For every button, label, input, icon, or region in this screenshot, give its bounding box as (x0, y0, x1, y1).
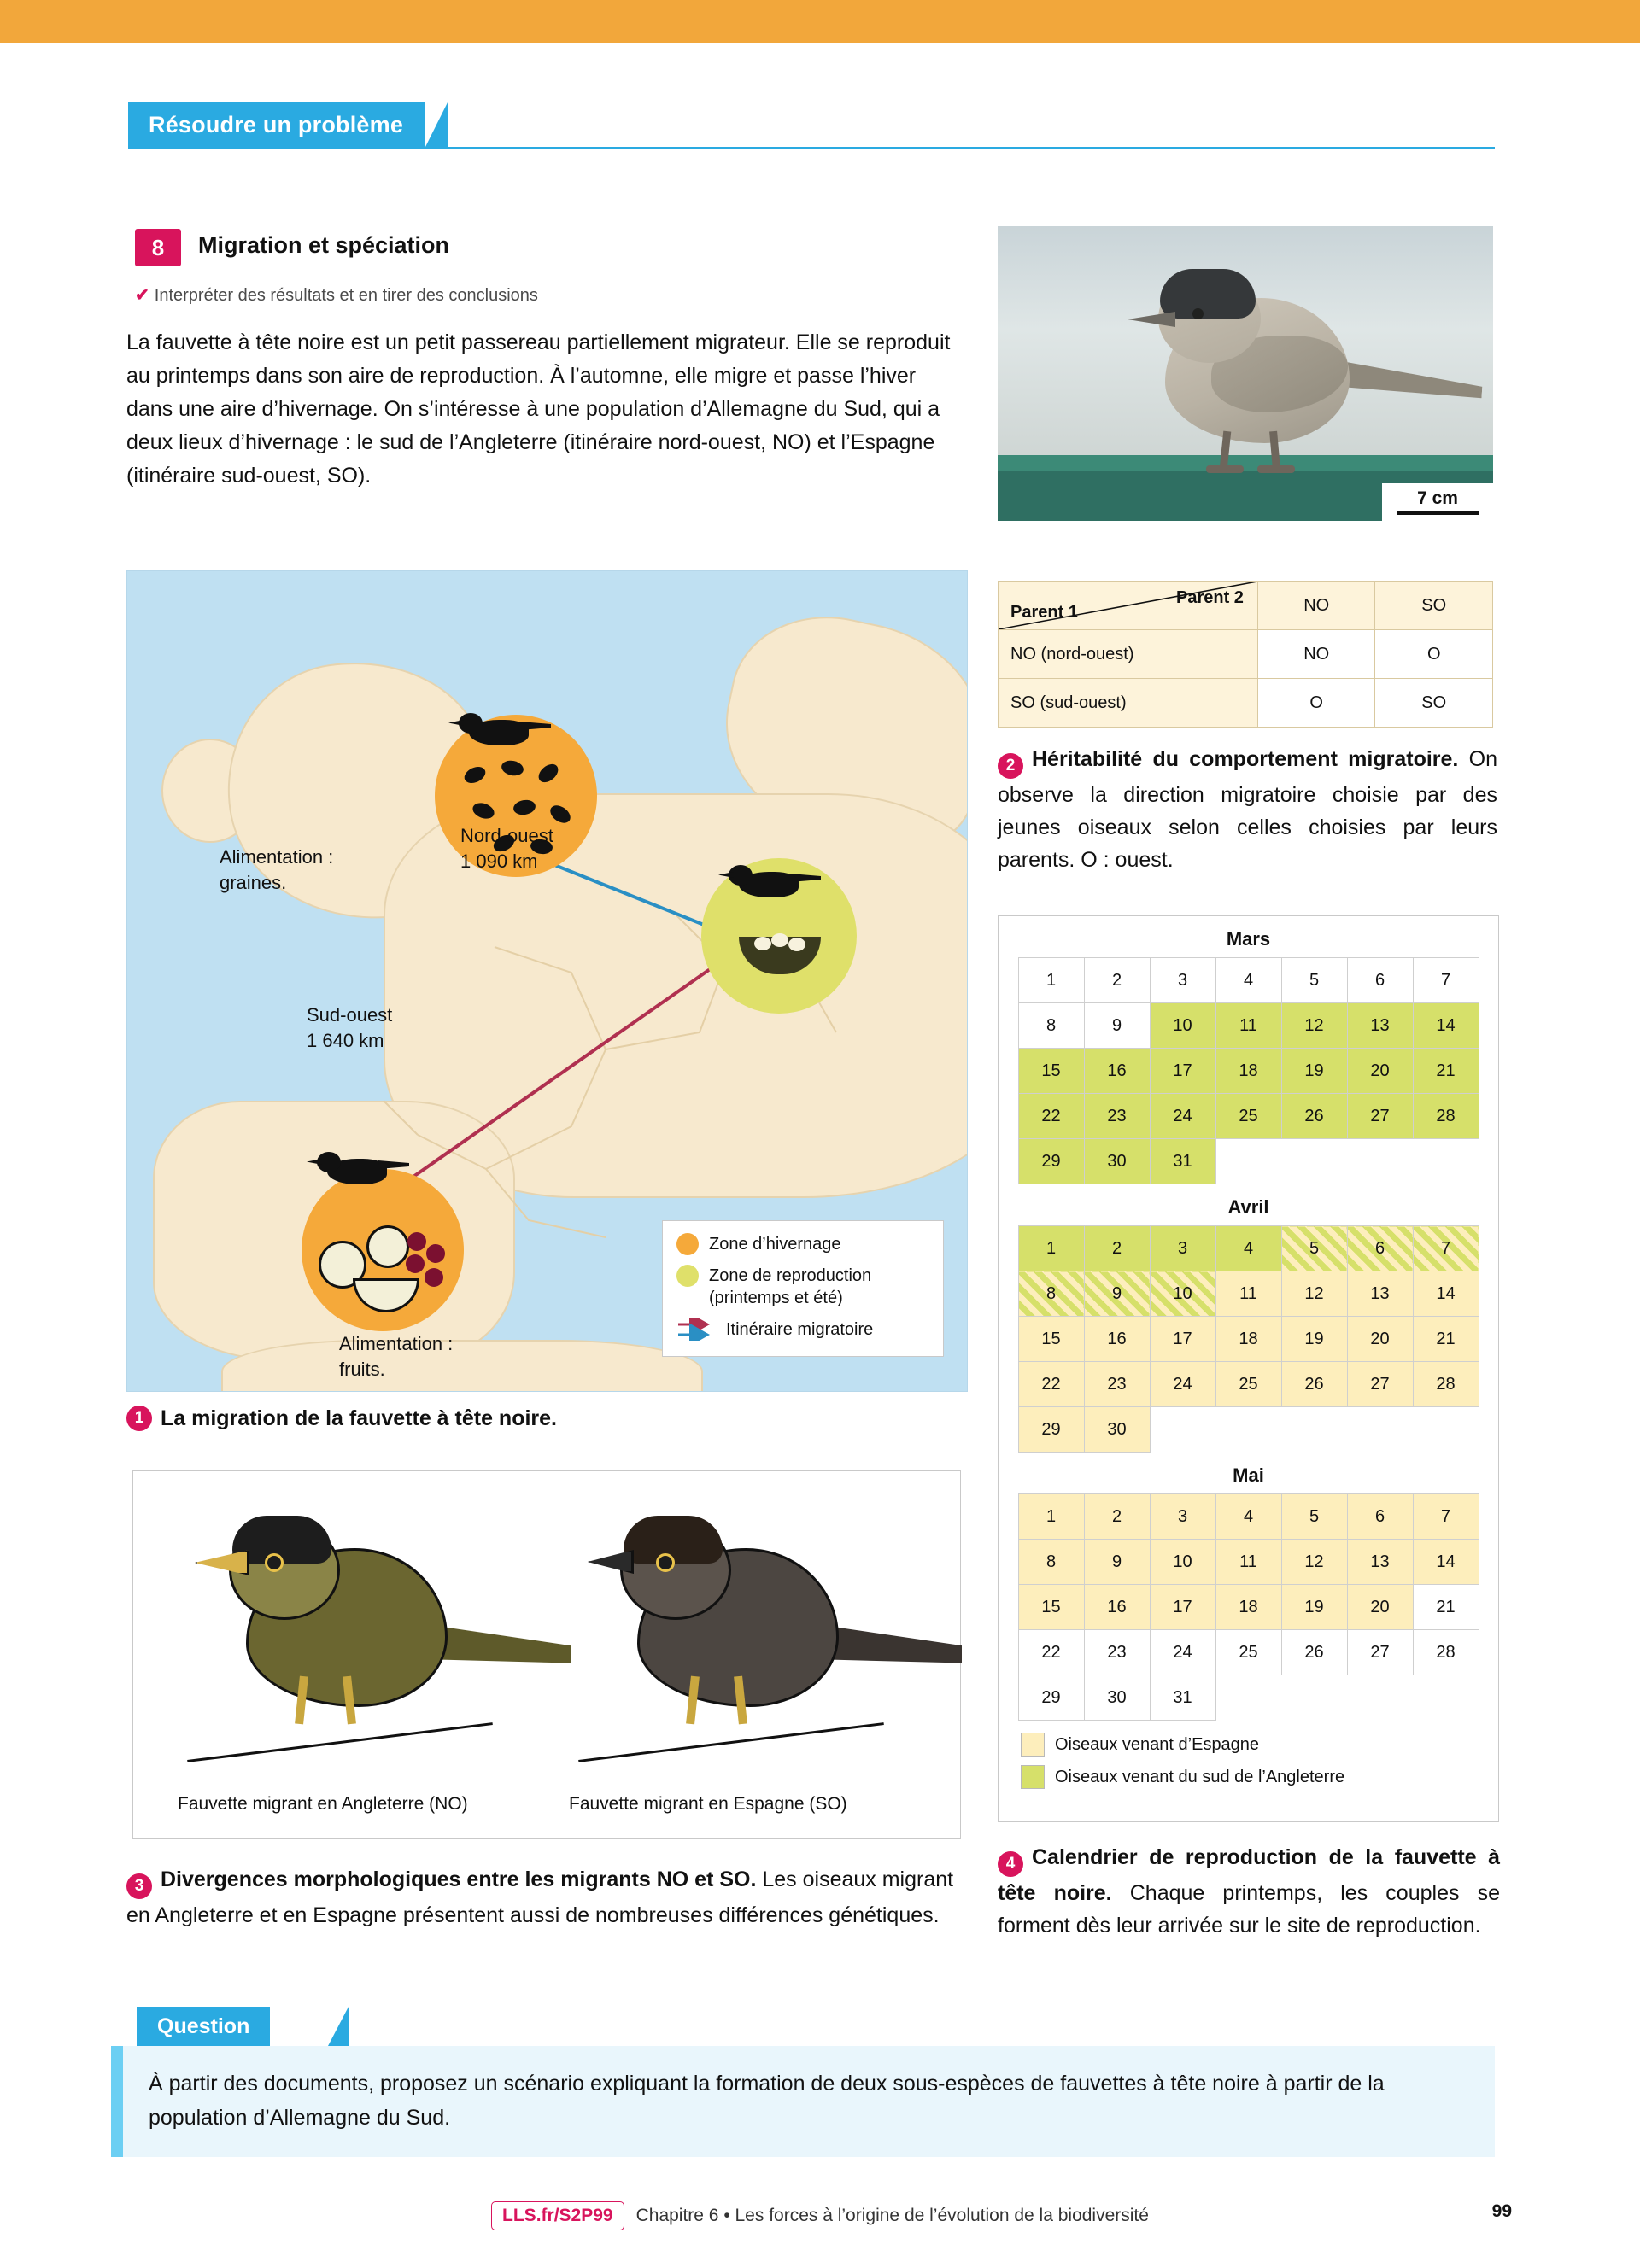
figure4-caption (998, 1841, 1500, 1942)
calendar-day-cell: 22 (1018, 1362, 1084, 1407)
calendar-week-row (1018, 1226, 1479, 1271)
calendar-day-cell: 26 (1281, 1362, 1347, 1407)
heritability-table (998, 581, 1493, 728)
figure3-caption-rest: Les oiseaux migrant en Angleterre et en Espagne présentent aussi de nombreuses différences génétiques. (126, 1868, 954, 1927)
calendar-day-cell: 2 (1084, 958, 1150, 1003)
calendar-week-row (1018, 1139, 1479, 1184)
figure3-caption-bold: Divergences morphologiques entre les migrants NO et SO. (161, 1868, 757, 1891)
berry-icon (426, 1244, 445, 1263)
calendar-day-cell (1215, 1407, 1281, 1453)
calendar-day-cell: 13 (1347, 1271, 1413, 1317)
calendar-day-cell: 25 (1215, 1630, 1281, 1675)
calendar-day-cell: 28 (1413, 1094, 1479, 1139)
photo-bird-blackcap (1160, 269, 1256, 319)
eggs-icon (754, 933, 805, 952)
calendar-day-cell: 11 (1215, 1271, 1281, 1317)
calendar-day-cell: 27 (1347, 1630, 1413, 1675)
calendar-day-cell: 6 (1347, 958, 1413, 1003)
bird-spain-beak (588, 1550, 634, 1574)
calendar-day-cell: 29 (1018, 1407, 1084, 1453)
calendar-day-cell: 23 (1084, 1630, 1150, 1675)
calendar-day-cell: 9 (1084, 1271, 1150, 1317)
calendar-day-cell: 26 (1281, 1630, 1347, 1675)
calendar-day-cell: 16 (1084, 1317, 1150, 1362)
calendar-day-cell: 31 (1150, 1139, 1215, 1184)
bird-uk-beak (195, 1550, 249, 1575)
calendar-day-cell: 5 (1281, 1226, 1347, 1271)
section-banner (128, 102, 1495, 147)
calendar-day-cell: 31 (1150, 1675, 1215, 1721)
calendar-week-row (1018, 1407, 1479, 1453)
calendar-month-title: Mai (1233, 1464, 1264, 1486)
map-label-food-seeds: Alimentation : graines. (220, 846, 334, 893)
calendar-day-cell: 29 (1018, 1139, 1084, 1184)
calendar-week-row (1018, 1494, 1479, 1540)
calendar-day-cell: 3 (1150, 1226, 1215, 1271)
map-reproduction-zone (701, 858, 857, 1014)
legend-item-wintering (676, 1233, 929, 1255)
table-row-label-so: SO (sud-ouest) (999, 679, 1258, 728)
bird-uk-label: Fauvette migrant en Angleterre (NO) (178, 1794, 468, 1814)
reproduction-calendar-panel (998, 915, 1499, 1822)
calendar-day-cell: 11 (1215, 1540, 1281, 1585)
map-bird-icon-uk (457, 710, 551, 757)
photo-perch-highlight (998, 455, 1493, 471)
calendar-day-cell: 17 (1150, 1049, 1215, 1094)
calendar-day-cell: 8 (1018, 1540, 1084, 1585)
calendar-week-row (1018, 1049, 1479, 1094)
calendar-day-cell: 13 (1347, 1540, 1413, 1585)
section-banner-tab (128, 102, 425, 147)
calendar-day-cell: 21 (1413, 1585, 1479, 1630)
table-cell-so-no: O (1257, 679, 1375, 728)
question-tab-label: Question (157, 2014, 250, 2038)
bird-spain-label: Fauvette migrant en Espagne (SO) (569, 1794, 847, 1814)
calendar-day-cell (1347, 1675, 1413, 1721)
calendar-day-cell: 7 (1413, 1494, 1479, 1540)
legend-label-route: Itinéraire migratoire (726, 1320, 874, 1339)
bird-spain-blackcap (624, 1516, 723, 1564)
exercise-intro-text: La fauvette à tête noire est un petit passereau partiellement migrateur. Elle se reproduit au printemps dans son aire de reproduction. À l’automne, elle migre et passe l’hiver dans une aire d’hivernage. On s’intéresse à une population d’Allemagne du Sud, qui a deux lieux d’hivernage : le sud de l’Angleterre (itinéraire nord-ouest, NO) et l’Espagne (itinéraire sud-ouest, SO). (126, 330, 951, 488)
calendar-day-cell: 11 (1215, 1003, 1281, 1049)
calendar-day-cell: 10 (1150, 1003, 1215, 1049)
calendar-day-cell: 2 (1084, 1226, 1150, 1271)
blackcap-photo (998, 226, 1493, 521)
calendar-day-cell (1281, 1139, 1347, 1184)
banner-arrow-shape (425, 102, 448, 147)
calendar-day-cell (1413, 1139, 1479, 1184)
calendar-host (999, 928, 1498, 1721)
calendar-week-row (1018, 1003, 1479, 1049)
calendar-day-cell: 23 (1084, 1362, 1150, 1407)
calendar-week-row (1018, 1540, 1479, 1585)
table-col-no: NO (1257, 582, 1375, 630)
calendar-week-row (1018, 958, 1479, 1003)
calendar-month-title: Mars (1226, 928, 1271, 950)
map-label-food-fruits: Alimentation : fruits. (339, 1333, 454, 1380)
calendar-swatch-spain (1021, 1733, 1045, 1757)
section-title: Résoudre un problème (149, 111, 404, 137)
exercise-skill-label: Interpréter des résultats et en tirer des conclusions (154, 286, 538, 305)
seed-icon (536, 761, 562, 786)
table-parent2-label: Parent 2 (1175, 588, 1244, 607)
calendar-day-cell: 20 (1347, 1049, 1413, 1094)
calendar-day-cell (1281, 1407, 1347, 1453)
calendar-day-cell: 15 (1018, 1317, 1084, 1362)
map-label-northwest: Nord-ouest 1 090 km (460, 825, 554, 872)
seed-icon (471, 800, 496, 821)
calendar-day-cell: 23 (1084, 1094, 1150, 1139)
calendar-day-cell: 16 (1084, 1049, 1150, 1094)
exercise-skill (135, 284, 538, 306)
map-label-southwest: Sud-ouest 1 640 km (307, 1004, 393, 1051)
map-bird-icon-spain (315, 1149, 409, 1196)
calendar-day-cell: 17 (1150, 1585, 1215, 1630)
calendar-day-cell: 27 (1347, 1362, 1413, 1407)
calendar-day-cell: 18 (1215, 1317, 1281, 1362)
calendar-grid (1018, 957, 1479, 1184)
calendar-day-cell: 25 (1215, 1094, 1281, 1139)
calendar-day-cell: 22 (1018, 1094, 1084, 1139)
calendar-day-cell: 1 (1018, 1494, 1084, 1540)
calendar-week-row (1018, 1630, 1479, 1675)
scale-label: 7 cm (1417, 488, 1458, 508)
calendar-day-cell: 20 (1347, 1317, 1413, 1362)
calendar-day-cell: 4 (1215, 1494, 1281, 1540)
figure2-number: 2 (998, 753, 1023, 779)
calendar-day-cell (1215, 1139, 1281, 1184)
legend-label-wintering: Zone d’hivernage (709, 1235, 841, 1254)
calendar-swatch-england (1021, 1765, 1045, 1789)
figure4-caption-rest: Chaque printemps, les couples se forment dès leur arrivée sur le site de reproduction. (998, 1881, 1500, 1938)
table-row (999, 630, 1493, 679)
figure2-caption-bold: Héritabilité du comportement migratoire. (1032, 747, 1459, 771)
calendar-day-cell: 24 (1150, 1362, 1215, 1407)
calendar-day-cell: 24 (1150, 1094, 1215, 1139)
figure3-caption (126, 1863, 964, 1932)
calendar-day-cell: 13 (1347, 1003, 1413, 1049)
bird-spain-eye (656, 1553, 675, 1572)
seed-icon (512, 798, 537, 816)
calendar-day-cell: 12 (1281, 1540, 1347, 1585)
table-row (999, 679, 1493, 728)
calendar-day-cell: 26 (1281, 1094, 1347, 1139)
calendar-day-cell: 18 (1215, 1049, 1281, 1094)
legend-item-route (676, 1318, 929, 1341)
calendar-day-cell: 9 (1084, 1540, 1150, 1585)
calendar-day-cell: 17 (1150, 1317, 1215, 1362)
bird-uk-perch (187, 1722, 493, 1762)
calendar-day-cell: 3 (1150, 958, 1215, 1003)
legend-arrow-icons (676, 1318, 716, 1341)
calendar-day-cell: 14 (1413, 1540, 1479, 1585)
bird-illustration-uk (195, 1497, 519, 1770)
calendar-legend-label-spain: Oiseaux venant d’Espagne (1055, 1734, 1260, 1754)
calendar-day-cell (1347, 1407, 1413, 1453)
footer-chapter-text: Chapitre 6 • Les forces à l’origine de l’évolution de la biodiversité (636, 2206, 1149, 2225)
calendar-day-cell (1215, 1675, 1281, 1721)
photo-bird-foot-right (1257, 465, 1295, 473)
calendar-day-cell: 19 (1281, 1585, 1347, 1630)
question-tab (137, 2007, 270, 2046)
calendar-day-cell: 12 (1281, 1271, 1347, 1317)
calendar-day-cell: 8 (1018, 1271, 1084, 1317)
calendar-day-cell: 4 (1215, 1226, 1281, 1271)
figure4-caption-bold: Calendrier de reproduction de la fauvette à tête noire. (998, 1845, 1500, 1905)
calendar-day-cell: 6 (1347, 1494, 1413, 1540)
calendar-grid (1018, 1225, 1479, 1453)
table-corner-cell (999, 582, 1258, 630)
calendar-day-cell: 22 (1018, 1630, 1084, 1675)
calendar-day-cell: 15 (1018, 1585, 1084, 1630)
question-box (111, 2046, 1495, 2157)
banner-rule (128, 147, 1495, 149)
melon-icon (353, 1278, 419, 1312)
calendar-legend-spain (1021, 1733, 1498, 1757)
calendar-day-cell: 2 (1084, 1494, 1150, 1540)
calendar-day-cell: 9 (1084, 1003, 1150, 1049)
calendar-legend (1021, 1733, 1498, 1789)
legend-item-reproduction (676, 1265, 929, 1309)
calendar-grid (1018, 1493, 1479, 1721)
legend-label-reproduction: Zone de reproduction (printemps et été) (709, 1266, 872, 1307)
calendar-day-cell: 1 (1018, 958, 1084, 1003)
map-bird-icon-germany (727, 862, 821, 909)
scale-bar-line (1397, 511, 1479, 515)
legend-swatch-reproduction (676, 1265, 699, 1287)
calendar-day-cell: 28 (1413, 1630, 1479, 1675)
figure4-number: 4 (998, 1851, 1023, 1877)
calendar-week-row (1018, 1271, 1479, 1317)
seed-icon (501, 758, 525, 777)
calendar-legend-england (1021, 1765, 1498, 1789)
calendar-day-cell: 24 (1150, 1630, 1215, 1675)
calendar-day-cell: 3 (1150, 1494, 1215, 1540)
calendar-day-cell: 7 (1413, 958, 1479, 1003)
calendar-day-cell: 30 (1084, 1407, 1150, 1453)
exercise-number-badge: 8 (135, 229, 181, 266)
table-col-so: SO (1375, 582, 1493, 630)
calendar-day-cell: 14 (1413, 1003, 1479, 1049)
calendar-day-cell: 4 (1215, 958, 1281, 1003)
calendar-day-cell: 19 (1281, 1317, 1347, 1362)
photo-scale-bar (1382, 483, 1493, 521)
calendar-day-cell: 14 (1413, 1271, 1479, 1317)
table-parent1-label: Parent 1 (1010, 603, 1078, 622)
calendar-day-cell: 6 (1347, 1226, 1413, 1271)
question-tab-arrow (328, 2007, 348, 2046)
berry-icon (425, 1268, 443, 1287)
bird-illustration-spain (586, 1497, 911, 1770)
figure2-caption (998, 743, 1497, 876)
calendar-day-cell (1347, 1139, 1413, 1184)
map-wintering-zone-spain (302, 1169, 464, 1331)
morphology-figure (132, 1470, 961, 1839)
legend-swatch-wintering (676, 1233, 699, 1255)
calendar-day-cell (1281, 1675, 1347, 1721)
calendar-day-cell: 25 (1215, 1362, 1281, 1407)
table-cell-no-so: O (1375, 630, 1493, 679)
calendar-day-cell: 1 (1018, 1226, 1084, 1271)
page-footer (0, 2201, 1640, 2230)
calendar-day-cell: 10 (1150, 1540, 1215, 1585)
map-legend (662, 1220, 944, 1357)
calendar-day-cell: 18 (1215, 1585, 1281, 1630)
calendar-day-cell: 27 (1347, 1094, 1413, 1139)
exercise-title: Migration et spéciation (198, 232, 450, 258)
footer-code-badge[interactable]: LLS.fr/S2P99 (491, 2201, 624, 2230)
berry-icon (406, 1254, 425, 1273)
table-cell-so-so: SO (1375, 679, 1493, 728)
page-body (0, 43, 1640, 2268)
calendar-day-cell: 5 (1281, 958, 1347, 1003)
seed-icon (462, 763, 489, 786)
calendar-day-cell: 30 (1084, 1675, 1150, 1721)
top-orange-band (0, 0, 1640, 43)
photo-bird-foot-left (1206, 465, 1244, 473)
calendar-day-cell: 12 (1281, 1003, 1347, 1049)
calendar-day-cell (1413, 1407, 1479, 1453)
check-icon: ✔ (135, 286, 149, 305)
migration-map (126, 570, 968, 1392)
calendar-day-cell: 21 (1413, 1317, 1479, 1362)
bird-uk-eye (265, 1553, 284, 1572)
page-number: 99 (1491, 2201, 1512, 2221)
calendar-week-row (1018, 1585, 1479, 1630)
calendar-legend-label-england: Oiseaux venant du sud de l’Angleterre (1055, 1767, 1345, 1786)
calendar-day-cell: 29 (1018, 1675, 1084, 1721)
calendar-day-cell: 16 (1084, 1585, 1150, 1630)
calendar-day-cell: 28 (1413, 1362, 1479, 1407)
calendar-day-cell: 8 (1018, 1003, 1084, 1049)
photo-bird-eye (1192, 308, 1204, 319)
figure1-number: 1 (126, 1406, 152, 1431)
figure1-caption (126, 1406, 964, 1431)
figure2-caption-rest: On observe la direction migratoire choisie par des jeunes oiseaux selon celles choisies par leurs parents. O : ouest. (998, 747, 1497, 872)
calendar-day-cell: 30 (1084, 1139, 1150, 1184)
calendar-day-cell (1413, 1675, 1479, 1721)
bird-spain-perch (578, 1722, 884, 1762)
calendar-month-title: Avril (1227, 1196, 1269, 1218)
fruit-icon (366, 1225, 409, 1268)
calendar-week-row (1018, 1317, 1479, 1362)
calendar-day-cell: 15 (1018, 1049, 1084, 1094)
figure3-number: 3 (126, 1873, 152, 1899)
calendar-day-cell: 10 (1150, 1271, 1215, 1317)
calendar-day-cell: 7 (1413, 1226, 1479, 1271)
calendar-day-cell: 19 (1281, 1049, 1347, 1094)
table-cell-no-no: NO (1257, 630, 1375, 679)
calendar-day-cell (1150, 1407, 1215, 1453)
table-row-label-no: NO (nord-ouest) (999, 630, 1258, 679)
berry-icon (407, 1232, 426, 1251)
calendar-week-row (1018, 1675, 1479, 1721)
calendar-day-cell: 5 (1281, 1494, 1347, 1540)
calendar-day-cell: 20 (1347, 1585, 1413, 1630)
figure1-caption-text: La migration de la fauvette à tête noire. (161, 1406, 558, 1430)
calendar-week-row (1018, 1094, 1479, 1139)
calendar-week-row (1018, 1362, 1479, 1407)
table-header-row (999, 582, 1493, 630)
question-text: À partir des documents, proposez un scénario expliquant la formation de deux sous-espèces de fauvettes à tête noire à partir de la population d’Allemagne du Sud. (149, 2072, 1385, 2130)
calendar-day-cell: 21 (1413, 1049, 1479, 1094)
